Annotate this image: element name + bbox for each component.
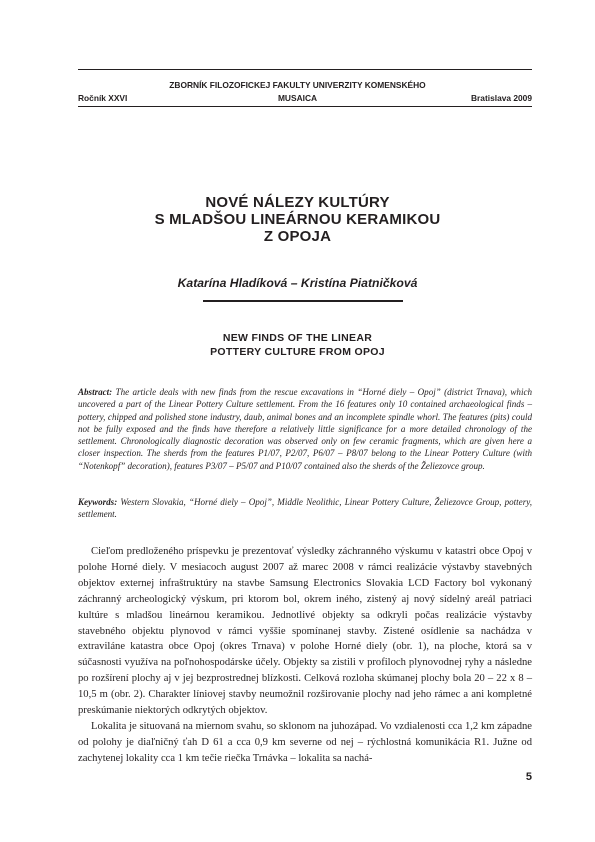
authors-underline — [203, 300, 403, 302]
body-text — [78, 544, 532, 767]
journal-name: ZBORNÍK FILOZOFICKEJ FAKULTY UNIVERZITY KOMENSKÉHO — [169, 80, 426, 90]
body-paragraph-2: Lokalita je situovaná na miernom svahu, so sklonom na juhozápad. Vo vzdialenosti cca 1,2 km západne od polohy je diaľničný ťah D 61 a cca 0,9 km severne od nej – rýchlostná komunikácia R1. Južne od zachytenej lokality cca 1 km tečie riečka Trnávka – lokalita sa nachá- — [78, 720, 532, 764]
header-bottom-rule — [78, 106, 532, 107]
keywords — [78, 496, 532, 521]
article-title-line-2: S MLADŠOU LINEÁRNOU KERAMIKOU — [154, 211, 441, 228]
abstract-text: The article deals with new finds from the rescue excavations in “Horné diely – Opoj” (district Trnava), which uncovered a part of the Linear Pottery Culture settlement. From the 16 features only 10 contained archaeological finds – pottery, chipped and polished stone industry, daub, animal bones and an incomplete spindle whorl. The features (pits) could not be fully exposed and the finds have therefore a relatively little significance for a more detailed chronology of the settlement. Chronologically diagnostic decoration was observed only on few ceramic fragments, which are given here a closer inspection. The sherds from the features P1/07, P2/07, P6/07 – P8/07 belong to the Linear Pottery Culture (with “Notenkopf” decoration), features P3/07 – P5/07 and P10/07 contained also the sherds of the Želiezovce group. — [78, 387, 532, 471]
abstract-label: Abstract: — [78, 387, 113, 397]
volume-label: Ročník XXVI — [78, 93, 128, 103]
article-title-line-1: NOVÉ NÁLEZY KULTÚRY — [205, 194, 390, 211]
keywords-text: Western Slovakia, “Horné diely – Opoj”, Middle Neolithic, Linear Pottery Culture, Želiezovce Group, pottery, settlement. — [78, 497, 532, 520]
authors: Katarína Hladíková – Kristína Piatničková — [177, 276, 418, 290]
english-title-line-1: NEW FINDS OF THE LINEAR — [222, 332, 373, 344]
page-number: 5 — [525, 771, 532, 783]
english-title-line-2: POTTERY CULTURE FROM OPOJ — [210, 346, 385, 358]
keywords-label: Keywords: — [78, 497, 118, 507]
article-title-line-3: Z OPOJA — [263, 228, 332, 245]
header-top-rule — [78, 69, 532, 70]
series-label: MUSAICA — [277, 93, 318, 103]
place-year-label: Bratislava 2009 — [471, 93, 532, 103]
abstract — [78, 386, 532, 472]
body-paragraph-1: Cieľom predloženého príspevku je prezentovať výsledky záchranného výskumu v katastri obce Opoj v polohe Horné diely. V mesiacoch august 2007 až marec 2008 v rámci realizácie výstavby stavebných objektov externej infraštruktúry na stavbe Samsung Electronics Slovakia LCD Factory bol vykonaný záchranný archeologický výskum, pri ktorom bol, okrem iného, zistený aj nový sídelný areál patriaci kultúre s mladšou lineárnou keramikou. Jednotlivé objekty sa odkryli počas realizácie výstavby stavebného objektu plynovod v rámci vyššie spomínanej stavby. Zistené osídlenie sa nachádza v extraviláne katastra obce Opoj (okres Trnava) v polohe Horné diely (obr. 1), na ploche, ktorá sa v súčasnosti využíva na poľnohospodárske účely. Objekty sa zistili v profiloch plynovodnej ryhy a následne po rozšírení plochy aj v jej bezprostrednej blízkosti. Celková rozloha skúmanej plochy bola 20 – 22 x 8 – 10,5 m (obr. 2). Charakter líniovej stavby neumožnil rozširovanie plochy nad jeho rámec a ani kompletné preskúmanie niektorých odkrytých objektov. — [78, 546, 532, 717]
